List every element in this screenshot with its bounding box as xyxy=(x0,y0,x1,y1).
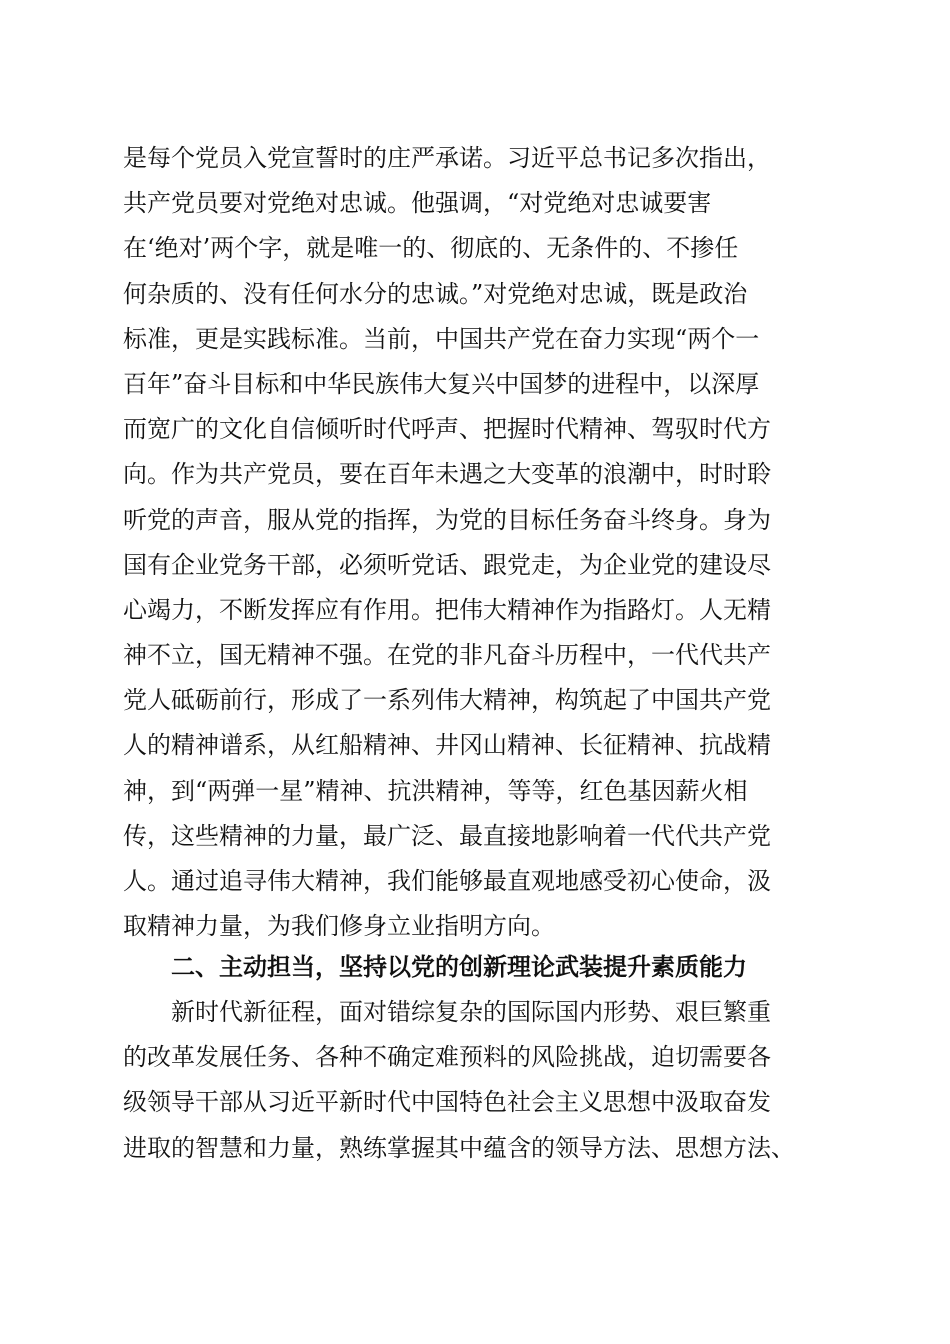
text-line: 的改革发展任务、各种不确定难预料的风险挑战，迫切需要各 xyxy=(123,1043,771,1072)
text-line: 取精神力量，为我们修身立业指明方向。 xyxy=(123,912,555,941)
text-line: 国有企业党务干部，必须听党话、跟党走，为企业党的建设尽 xyxy=(123,550,771,579)
text-line: 新时代新征程，面对错综复杂的国际国内形势、艰巨繁重 xyxy=(171,998,771,1026)
text-line: 向。作为共产党员，要在百年未遇之大变革的浪潮中，时时聆 xyxy=(123,460,771,489)
text-line: 在‘绝对’两个字，就是唯一的、彻底的、无条件的、不掺任 xyxy=(123,234,739,263)
text-line: 党人砥砺前行，形成了一系列伟大精神，构筑起了中国共产党 xyxy=(123,686,771,715)
text-line: 听党的声音，服从党的指挥，为党的目标任务奋斗终身。身为 xyxy=(123,505,771,534)
text-line: 传，这些精神的力量，最广泛、最直接地影响着一代代共产党 xyxy=(123,821,771,850)
text-line: 标准，更是实践标准。当前，中国共产党在奋力实现“两个一 xyxy=(123,324,760,353)
section-heading: 二、主动担当，坚持以党的创新理论武装提升素质能力 xyxy=(171,953,747,981)
text-line: 级领导干部从习近平新时代中国特色社会主义思想中汲取奋发 xyxy=(123,1088,771,1117)
text-line: 何杂质的、没有任何水分的忠诚。”对党绝对忠诚，既是政治 xyxy=(123,279,748,308)
body-paragraph xyxy=(123,990,833,1171)
text-line: 是每个党员入党宣誓时的庄严承诺。习近平总书记多次指出， xyxy=(123,144,771,172)
text-line: 人的精神谱系，从红船精神、井冈山精神、长征精神、抗战精 xyxy=(123,731,771,760)
text-line: 共产党员要对党绝对忠诚。他强调，“对党绝对忠诚要害 xyxy=(123,189,712,218)
text-line: 神不立，国无精神不强。在党的非凡奋斗历程中，一代代共产 xyxy=(123,641,771,670)
text-line: 神，到“两弹一星”精神、抗洪精神，等等，红色基因薪火相 xyxy=(123,776,748,805)
text-line: 百年”奋斗目标和中华民族伟大复兴中国梦的进程中，以深厚 xyxy=(123,369,760,398)
text-line: 人。通过追寻伟大精神，我们能够最直观地感受初心使命，汲 xyxy=(123,867,771,895)
text-line: 而宽广的文化自信倾听时代呼声、把握时代精神、驾驭时代方 xyxy=(123,415,771,444)
text-line: 心竭力，不断发挥应有作用。把伟大精神作为指路灯。人无精 xyxy=(123,595,771,624)
body-paragraph-continuation xyxy=(123,136,833,949)
text-line: 进取的智慧和力量，熟练掌握其中蕴含的领导方法、思想方法、 xyxy=(123,1133,795,1162)
